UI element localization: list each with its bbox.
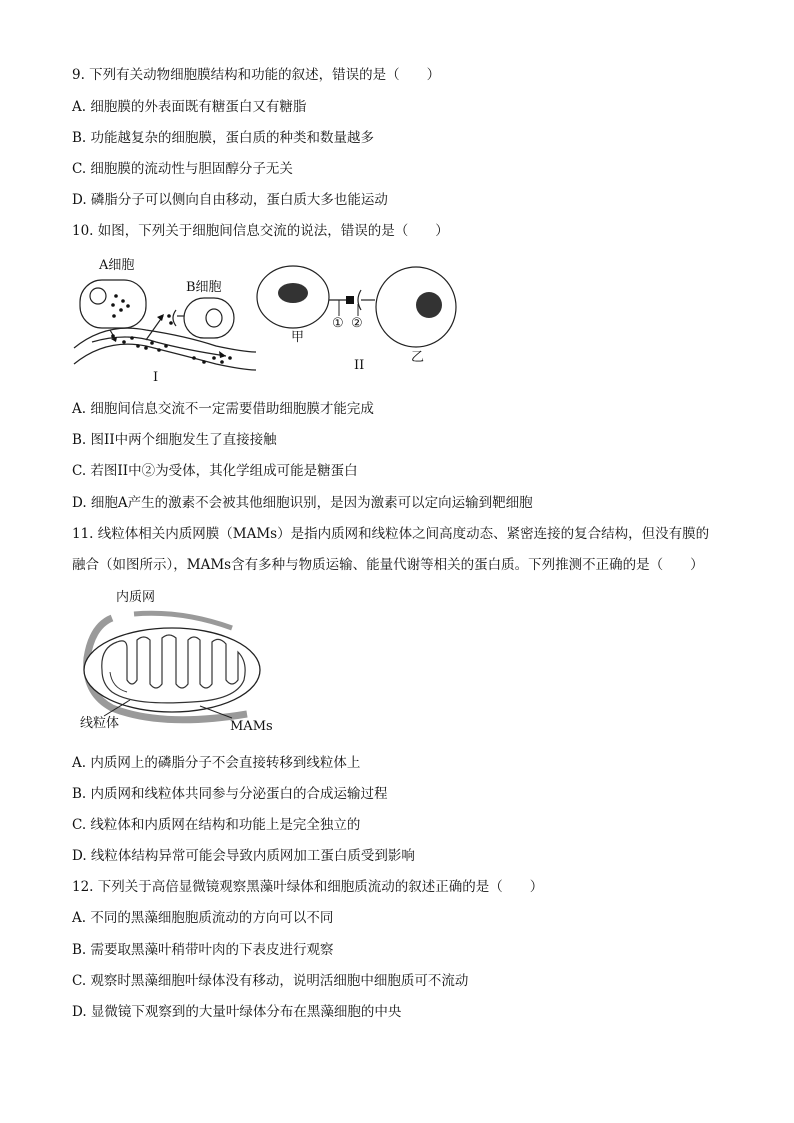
figure-ii-label: II [354, 358, 365, 373]
er-label: 内质网 [116, 590, 156, 605]
q10-option-c: C. 若图II中②为受体，其化学组成可能是糖蛋白 [72, 463, 358, 479]
cell-b-receptor [173, 310, 176, 326]
q9-option-c: C. 细胞膜的流动性与胆固醇分子无关 [72, 161, 293, 177]
q11-figure [72, 588, 292, 738]
cell-yi-nucleus [416, 292, 442, 318]
q12-option-b: B. 需要取黑藻叶稍带叶肉的下表皮进行观察 [72, 942, 334, 958]
figure-i-label: I [153, 370, 159, 385]
q11-option-a: A. 内质网上的磷脂分子不会直接转移到线粒体上 [72, 755, 361, 771]
flow-arrow [92, 337, 226, 356]
cell-a-label: A细胞 [99, 258, 135, 273]
cell-b-outline [184, 298, 234, 338]
cell-signaling-diagram [66, 252, 466, 392]
mams-label: MAMs [230, 719, 273, 734]
cell-jia-nucleus [278, 283, 308, 303]
mito-outer-membrane [84, 628, 260, 712]
q10-option-d: D. 细胞A产生的激素不会被其他细胞识别，是因为激素可以定向运输到靶细胞 [72, 495, 533, 511]
q10-figure [66, 252, 466, 392]
mark-2: ② [351, 316, 363, 331]
q12-option-c: C. 观察时黑藻细胞叶绿体没有移动，说明活细胞中细胞质可不流动 [72, 973, 469, 989]
q11-option-d: D. 线粒体结构异常可能会导致内质网加工蛋白质受到影响 [72, 848, 415, 864]
cell-yi-outline [376, 267, 456, 347]
q10-stem: 10. 如图，下列关于细胞间信息交流的说法，错误的是（ ） [72, 223, 449, 239]
yi-label: 乙 [411, 350, 425, 365]
q9-stem: 9. 下列有关动物细胞膜结构和功能的叙述，错误的是（ ） [72, 67, 441, 83]
q9-option-b: B. 功能越复杂的细胞膜，蛋白质的种类和数量越多 [72, 130, 375, 146]
q11-option-b: B. 内质网和线粒体共同参与分泌蛋白的合成运输过程 [72, 786, 388, 802]
q11-option-c: C. 线粒体和内质网在结构和功能上是完全独立的 [72, 817, 361, 833]
q11-stem-line2: 融合（如图所示），MAMs含有多种与物质运输、能量代谢等相关的蛋白质。下列推测不正确的是（ ） [72, 557, 704, 573]
q11-stem-line1: 11. 线粒体相关内质网膜（MAMs）是指内质网和线粒体之间高度动态、紧密连接的复合结构，但没有膜的 [72, 526, 710, 542]
jia-label: 甲 [291, 330, 305, 345]
mark-1: ① [332, 316, 344, 331]
q10-option-a: A. 细胞间信息交流不一定需要借助细胞膜才能完成 [72, 401, 374, 417]
q10-option-b: B. 图II中两个细胞发生了直接接触 [72, 432, 277, 448]
mito-label: 线粒体 [80, 716, 120, 731]
q12-option-d: D. 显微镜下观察到的大量叶绿体分布在黑藻细胞的中央 [72, 1004, 402, 1020]
cell-b-label: B细胞 [186, 280, 222, 295]
cell-b-nucleus [206, 309, 222, 327]
cell-a-nucleus [90, 288, 106, 304]
q9-option-d: D. 磷脂分子可以侧向自由移动，蛋白质大多也能运动 [72, 192, 388, 208]
q12-option-a: A. 不同的黑藻细胞胞质流动的方向可以不同 [72, 910, 334, 926]
q12-stem: 12. 下列关于高倍显微镜观察黑藻叶绿体和细胞质流动的叙述正确的是（ ） [72, 879, 544, 895]
signal-molecule [346, 296, 354, 304]
q9-option-a: A. 细胞膜的外表面既有糖蛋白又有糖脂 [72, 99, 307, 115]
